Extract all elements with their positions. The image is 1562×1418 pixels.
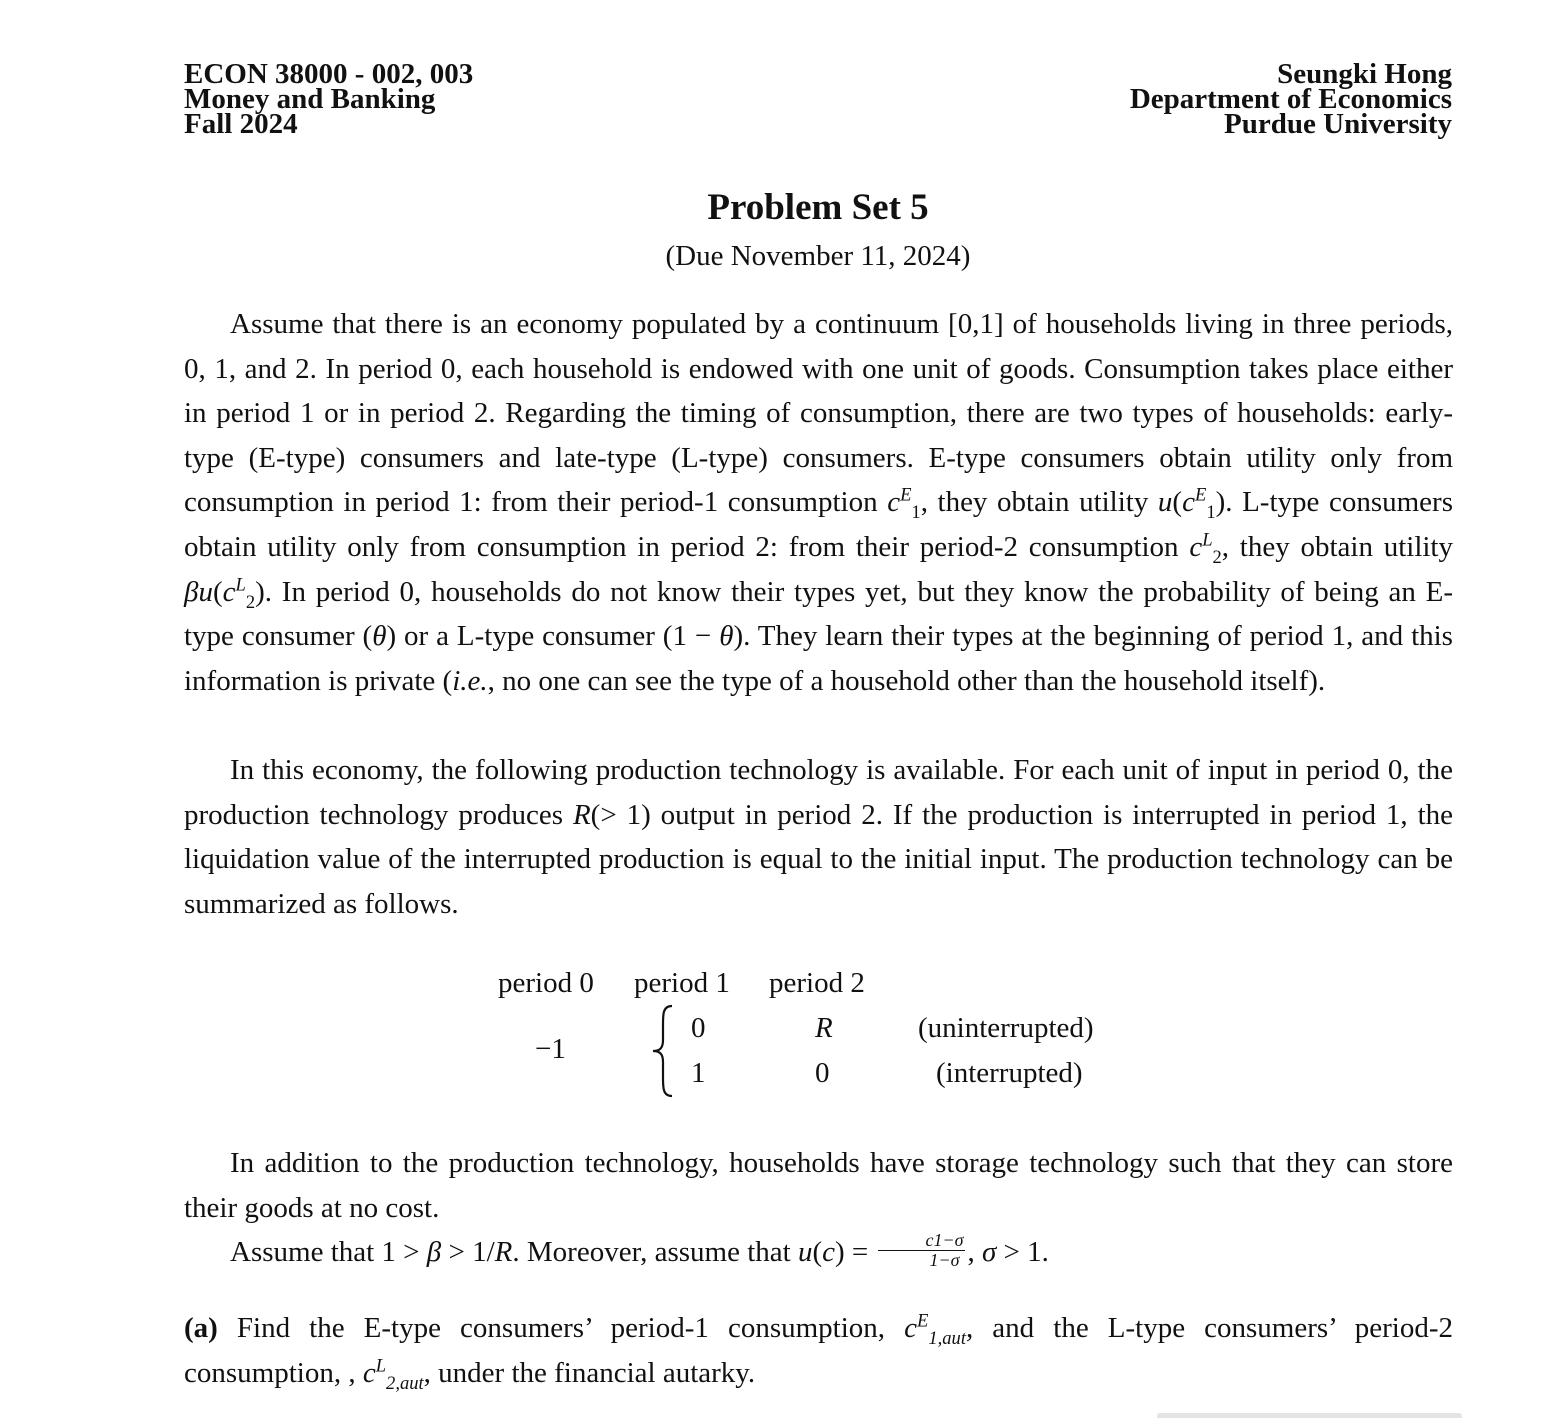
course-term: Fall 2024 bbox=[184, 108, 298, 140]
row1-label: (uninterrupted) bbox=[918, 1012, 1094, 1044]
row2-period2: 0 bbox=[815, 1057, 830, 1089]
course-info bbox=[184, 58, 474, 140]
page-title: Problem Set 5 bbox=[707, 187, 929, 228]
question-a-label: (a) bbox=[184, 1312, 218, 1344]
row1-period1: 0 bbox=[691, 1012, 706, 1044]
row2-label: (interrupted) bbox=[936, 1057, 1083, 1089]
question-a: (a) Find the E-type consumers’ period-1 consumption, $c^E_{1,aut}$, and the L-type consumers’ period-2 consumption, , $c^L_{2,aut}$, under the financial autarky. bbox=[184, 1310, 1453, 1394]
row1-period2: R bbox=[815, 1012, 833, 1044]
instructor-info bbox=[1129, 58, 1452, 140]
course-name: Money and Banking bbox=[184, 83, 436, 115]
scrollbar-hint bbox=[1157, 1413, 1462, 1418]
paragraph-storage: In addition to the production technology, households have storage technology such that they can store their goods at no cost. bbox=[184, 1147, 1453, 1224]
instructor-name: Seungki Hong bbox=[1277, 58, 1452, 90]
paragraph-assumptions: Assume that 1 > β > 1/R. Moreover, assume that u(c) = $\frac{c1-\sigma}{1-\sigma}$ , σ > 1. bbox=[230, 1229, 1049, 1270]
input-value: −1 bbox=[535, 1033, 566, 1065]
header-period-1: period 1 bbox=[634, 967, 730, 999]
due-date: (Due November 11, 2024) bbox=[665, 240, 971, 272]
paragraph-production: In this economy, the following production technology is available. For each unit of input in period 0, the production technology produces R(> 1) output in period 2. If the production is interrupted in period 1, the liquidation value of the interrupted production is equal to the initial input. The production technology can be summarized as follows. bbox=[184, 754, 1453, 920]
instructor-department: Department of Economics bbox=[1129, 83, 1452, 115]
utility-fraction: $\frac{c1-\sigma}{1-\sigma}$ bbox=[878, 1231, 966, 1270]
row2-period1: 1 bbox=[691, 1057, 706, 1089]
brace-icon bbox=[650, 1004, 676, 1098]
course-code: ECON 38000 - 002, 003 bbox=[184, 58, 474, 90]
header-period-0: period 0 bbox=[498, 967, 594, 999]
instructor-university: Purdue University bbox=[1224, 108, 1452, 140]
paragraph-economy: Assume that there is an economy populated by a continuum [0,1] of households living in three periods, 0, 1, and 2. In period 0, each household is endowed with one unit of goods. Consumption takes place either in period 1 or in period 2. Regarding the timing of consumption, there are two types of households: early-type (E-type) consumers and late-type (L-type) consumers. E-type consumers obtain utility only from consumption in period 1: from their period-1 consumption $c^E_1$, they obtain utility $u(c^E_1)$. L-type consumers obtain utility only from consumption in period 2: from their period-2 consumption $c^L_2$, they obtain utility $\beta u(c^L_2)$. In period 0, households do not know their types yet, but they know the probability of being an E-type consumer (θ) or a L-type consumer (1 − θ). They learn their types at the beginning of period 1, and this information is private (i.e., no one can see the type of a household other than the household itself). bbox=[184, 308, 1453, 697]
header-period-2: period 2 bbox=[769, 967, 865, 999]
